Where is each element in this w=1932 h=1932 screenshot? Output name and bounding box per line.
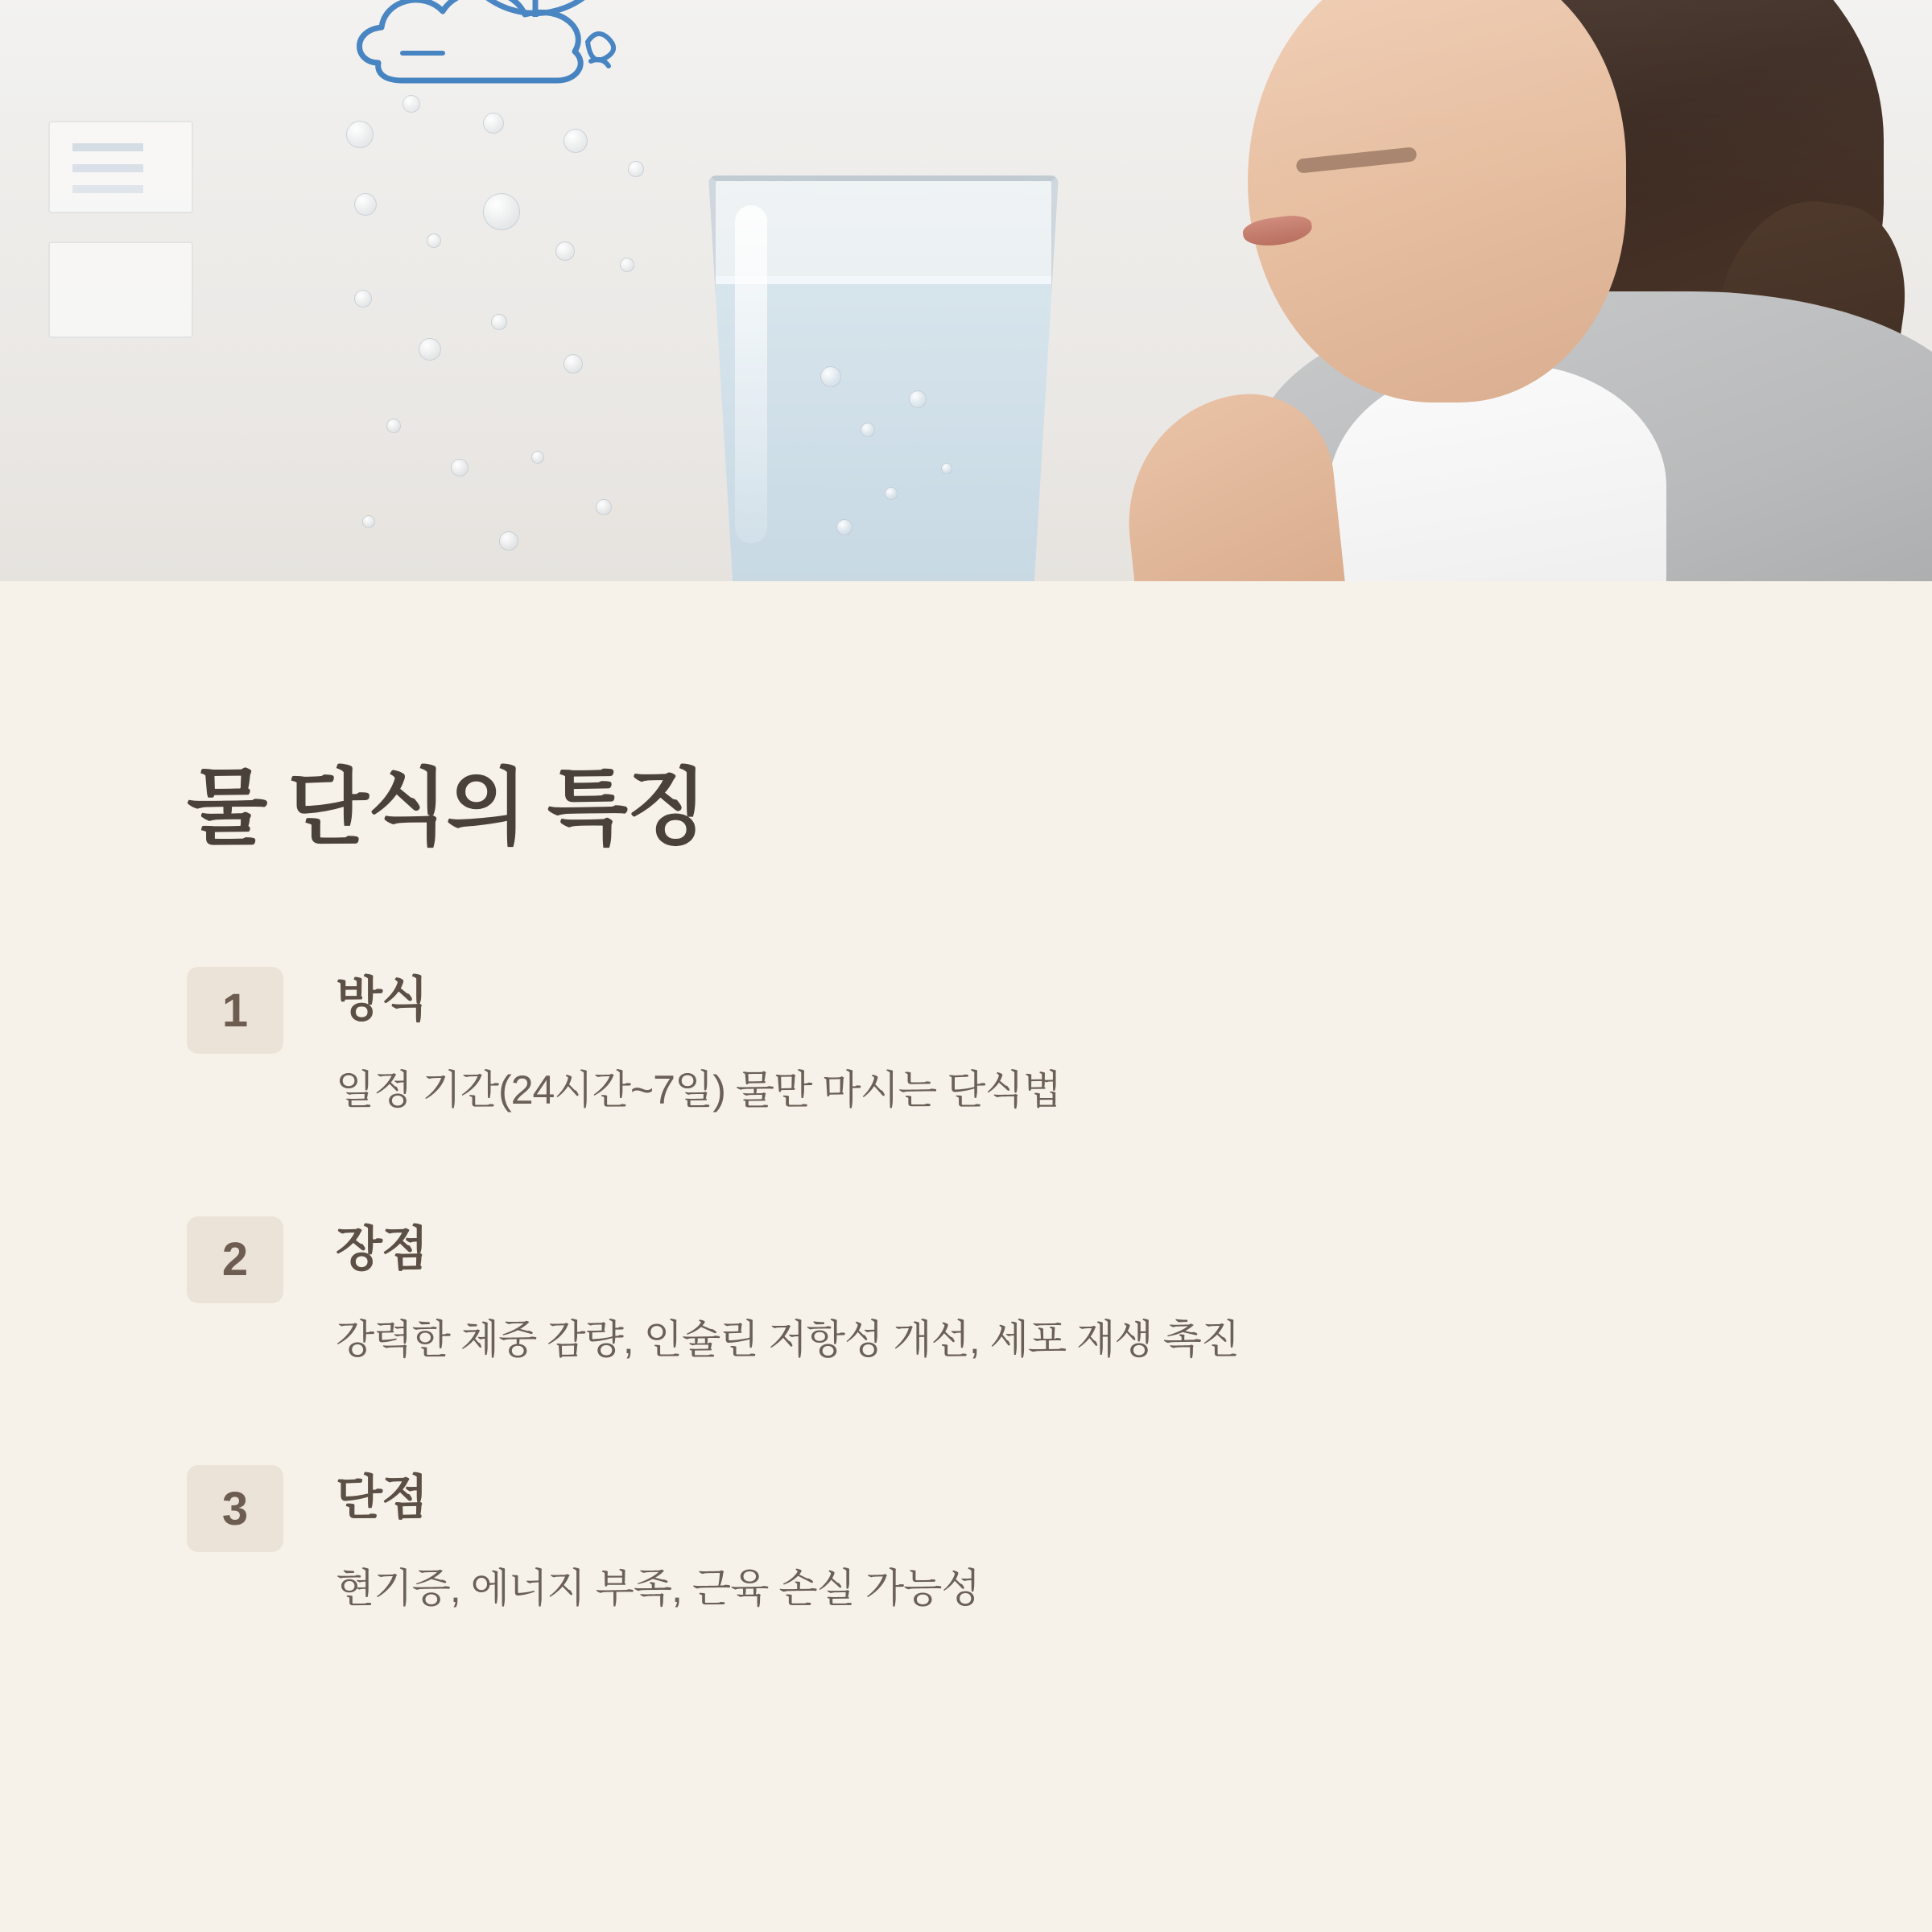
list-item-body (336, 967, 1061, 1120)
bubble-icon (620, 258, 634, 272)
bubble-icon (941, 463, 952, 474)
bubble-icon (402, 95, 420, 113)
bubble-icon (499, 531, 518, 551)
list-item-body (336, 1465, 980, 1618)
face (1248, 0, 1626, 402)
bubble-icon (836, 519, 852, 535)
bubble-icon (346, 121, 374, 148)
bubble-icon (491, 314, 507, 330)
bubble-icon (483, 113, 504, 134)
person-photo (1127, 0, 1932, 581)
list-item-label: 방식 (336, 972, 427, 1027)
list-item (187, 1216, 1747, 1369)
bubble-icon (861, 423, 875, 437)
list-item (187, 1465, 1747, 1618)
bubble-icon (909, 390, 927, 408)
bubble-icon (564, 129, 588, 153)
page-title: 물 단식의 특징 (187, 762, 706, 855)
bubble-icon (820, 366, 841, 387)
list-item-description: 강력한 체중 감량, 인슐린 저항성 개선, 세포 재생 촉진 (336, 1316, 1240, 1362)
bubble-icon (564, 354, 583, 374)
bubble-icon (628, 161, 644, 177)
glass-highlight (735, 205, 767, 543)
wall-panel-icon (48, 242, 193, 338)
bubble-icon (354, 290, 372, 308)
content-area (0, 581, 1932, 1932)
bubble-icon (483, 193, 520, 230)
bubble-icon (555, 242, 575, 261)
bubble-icon (885, 487, 898, 500)
list-item-description: 현기증, 에너지 부족, 근육 손실 가능성 (336, 1566, 980, 1612)
list-item-number: 1 (187, 967, 283, 1054)
bubble-icon (362, 515, 375, 528)
hero-image (0, 0, 1932, 581)
list-item-label: 단점 (336, 1471, 427, 1525)
list-item-body (336, 1216, 1239, 1369)
bubble-icon (531, 451, 544, 464)
list-item-description: 일정 기간(24시간~7일) 물만 마시는 단식법 (336, 1067, 1061, 1113)
feature-list (187, 967, 1747, 1618)
bubble-icon (419, 338, 441, 361)
list-item-label: 장점 (336, 1221, 427, 1276)
cloud-icon (346, 0, 684, 129)
list-item-number: 2 (187, 1216, 283, 1303)
bubble-icon (427, 233, 441, 248)
list-item (187, 967, 1747, 1120)
water-glass-icon (708, 175, 1059, 581)
bubble-icon (354, 193, 377, 216)
bubble-icon (386, 419, 401, 433)
list-item-number: 3 (187, 1465, 283, 1552)
cloud-rain-doodle-icon (346, 0, 684, 129)
bubble-icon (596, 499, 612, 515)
bubble-icon (451, 459, 469, 477)
wall-panel-icon (48, 121, 193, 213)
